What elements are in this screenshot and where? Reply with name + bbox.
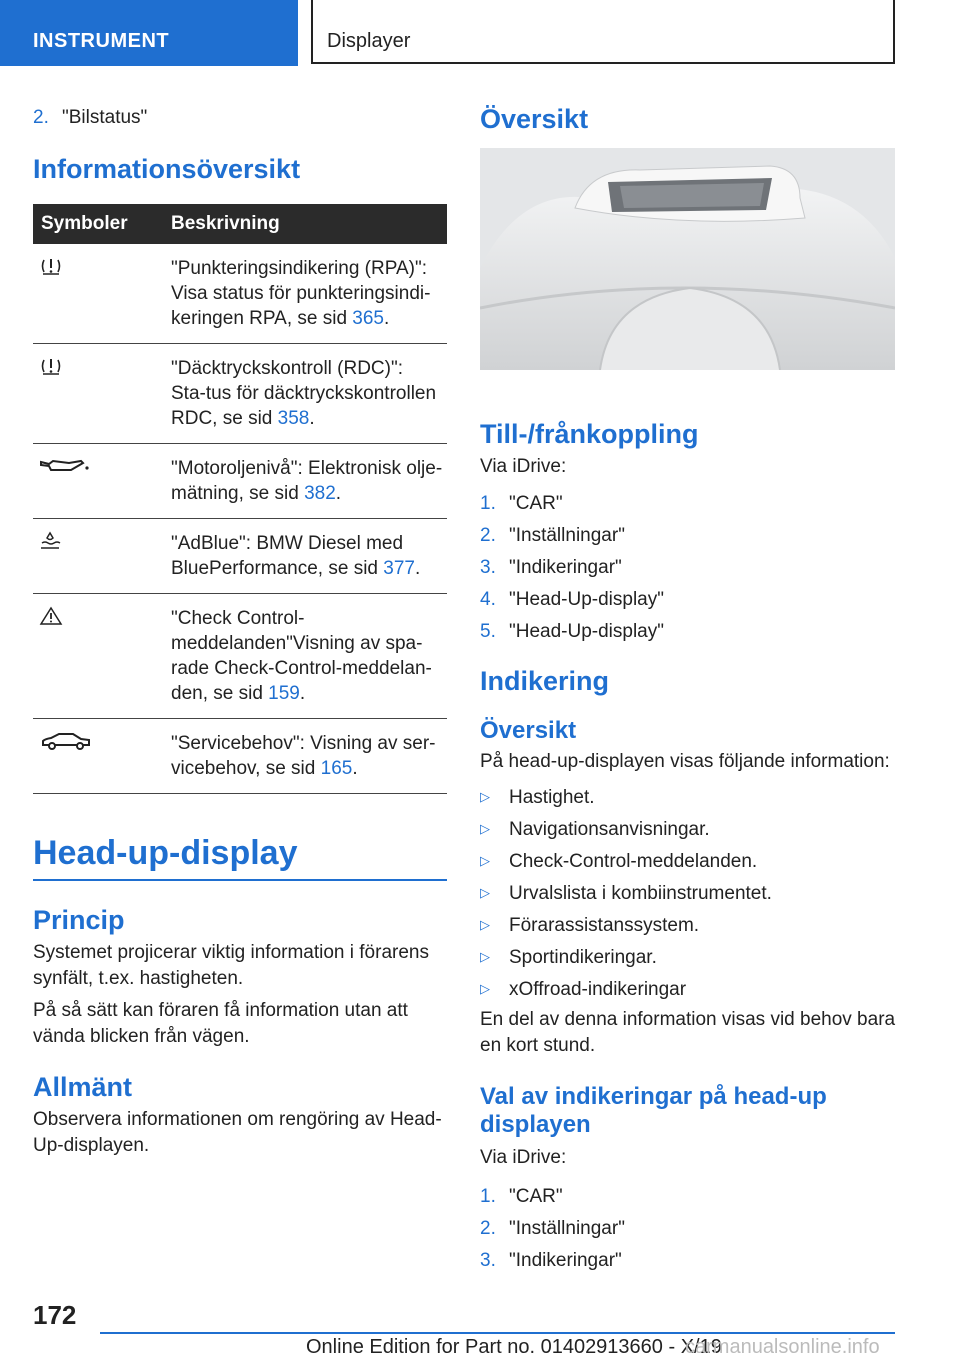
list-item: 1. "CAR" — [480, 1186, 563, 1207]
list-item: ▷ xOffroad-indikeringar — [480, 973, 900, 1005]
list-number: 2. — [33, 107, 49, 128]
list-item: ▷ Hastighet. — [480, 781, 900, 813]
list-item: 2. "Inställningar" — [480, 1218, 625, 1239]
triangle-bullet-icon: ▷ — [480, 949, 490, 964]
section-heading: Till-/frånkoppling — [480, 419, 699, 449]
list-item: 5. "Head-Up-display" — [480, 621, 664, 642]
list-item: ▷ Check-Control-meddelanden. — [480, 845, 900, 877]
list-item — [33, 102, 447, 134]
paragraph: En del av denna information visas vid behov bara en kort stund. — [480, 1009, 896, 1056]
list-item: ▷ Navigationsanvisningar. — [480, 813, 900, 845]
list-item: ▷ Urvalslista i kombiinstrumentet. — [480, 877, 900, 909]
list-item: 3. "Indikeringar" — [480, 1250, 622, 1271]
subsection-heading: Val av indikeringar på head-up displayen — [480, 1083, 827, 1138]
triangle-bullet-icon: ▷ — [480, 917, 490, 932]
list-item: 1. "CAR" — [480, 493, 563, 514]
right-column — [480, 100, 900, 1277]
row-text: "Däcktryckskontroll (RDC)": Sta-tus för däcktryckskontrollen RDC, se sid — [171, 358, 437, 429]
row-text: "Punkteringsindikering (RPA)": Visa status för punkteringsindi-keringen RPA, se sid — [171, 258, 431, 329]
section-heading: Allmänt — [33, 1072, 133, 1102]
oil-can-icon — [39, 456, 91, 476]
table-row: "Motoroljenivå": Elektronisk olje-mätning, se sid 382. — [33, 444, 447, 519]
list-item: ▷ Sportindikeringar. — [480, 941, 900, 973]
adblue-icon — [39, 531, 61, 551]
paragraph: På head-up-displayen visas följande information: — [480, 751, 890, 772]
table-row: "Däcktryckskontroll (RDC)": Sta-tus för däcktryckskontrollen RDC, se sid 358. — [33, 344, 447, 444]
list-item: ▷ Förarassistanssystem. — [480, 909, 900, 941]
steps-list — [480, 1181, 900, 1277]
warning-circle-icon — [39, 356, 63, 376]
footer-divider — [100, 1332, 895, 1334]
row-text: "AdBlue": BMW Diesel med BluePerformance, se sid — [171, 533, 404, 579]
row-text: "Check Control-meddelanden"Visning av spa-rade Check-Control-meddelan-den, se sid — [171, 608, 432, 704]
row-text: "Motoroljenivå": Elektronisk olje-mätning, se sid — [171, 458, 443, 504]
info-table — [33, 204, 447, 794]
section-heading: Indikering — [480, 666, 610, 696]
table-header-description: Beskrivning — [163, 204, 447, 244]
warning-circle-icon — [39, 256, 63, 276]
triangle-bullet-icon: ▷ — [480, 981, 490, 996]
subsection-heading: Översikt — [480, 717, 577, 744]
section-heading: Översikt — [480, 104, 589, 134]
table-header-symbols: Symboler — [33, 204, 163, 244]
page-link[interactable]: 365 — [352, 308, 384, 329]
table-row: "AdBlue": BMW Diesel med BluePerformance, se sid 377. — [33, 519, 447, 594]
paragraph: Observera informationen om rengöring av Head-Up-displayen. — [33, 1109, 442, 1156]
list-item: 2. "Inställningar" — [480, 525, 625, 546]
page-link[interactable]: 165 — [320, 758, 353, 779]
table-row: "Servicebehov": Visning av ser-vicebehov, se sid 165. — [33, 719, 447, 794]
table-row: "Check Control-meddelanden"Visning av spa-rade Check-Control-meddelan-den, se sid 159. — [33, 594, 447, 719]
triangle-bullet-icon: ▷ — [480, 789, 490, 804]
bullet-list — [480, 781, 900, 1005]
page-link[interactable]: 382 — [304, 483, 336, 504]
triangle-bullet-icon: ▷ — [480, 885, 490, 900]
chapter-label: Displayer — [327, 30, 411, 52]
paragraph: Via iDrive: — [480, 1147, 567, 1168]
table-row: "Punkteringsindikering (RPA)": Visa status för punkteringsindi-keringen RPA, se sid 365. — [33, 244, 447, 344]
list-text: "Bilstatus" — [62, 107, 148, 128]
chapter-heading: Head-up-display — [33, 834, 447, 881]
row-text: "Servicebehov": Visning av ser-vicebehov, se sid — [171, 733, 436, 779]
page-link[interactable]: 377 — [383, 558, 415, 579]
list-item: 4. "Head-Up-display" — [480, 589, 664, 610]
section-tab — [0, 0, 298, 66]
triangle-bullet-icon: ▷ — [480, 853, 490, 868]
paragraph: Via iDrive: — [480, 456, 567, 477]
page-number: 172 — [33, 1300, 77, 1330]
steps-list — [480, 488, 900, 648]
page-link[interactable]: 358 — [277, 408, 310, 429]
list-item: 3. "Indikeringar" — [480, 557, 622, 578]
warning-triangle-icon — [39, 606, 63, 626]
paragraph: På så sätt kan föraren få information utan att vända blicken från vägen. — [33, 1000, 408, 1047]
car-service-icon — [39, 731, 93, 751]
section-heading: Informationsöversikt — [33, 154, 301, 184]
section-label: INSTRUMENT — [33, 30, 170, 52]
watermark: carmanualsonline.info — [685, 1336, 880, 1358]
section-heading: Princip — [33, 905, 125, 935]
paragraph: Systemet projicerar viktig information i förarens synfält, t.ex. hastigheten. — [33, 942, 429, 989]
chapter-tab — [311, 0, 895, 64]
page-link[interactable]: 159 — [268, 683, 300, 704]
triangle-bullet-icon: ▷ — [480, 821, 490, 836]
left-column — [33, 100, 447, 1159]
footer-edition: Online Edition for Part no. 01402913660 - X/19 — [306, 1336, 722, 1358]
